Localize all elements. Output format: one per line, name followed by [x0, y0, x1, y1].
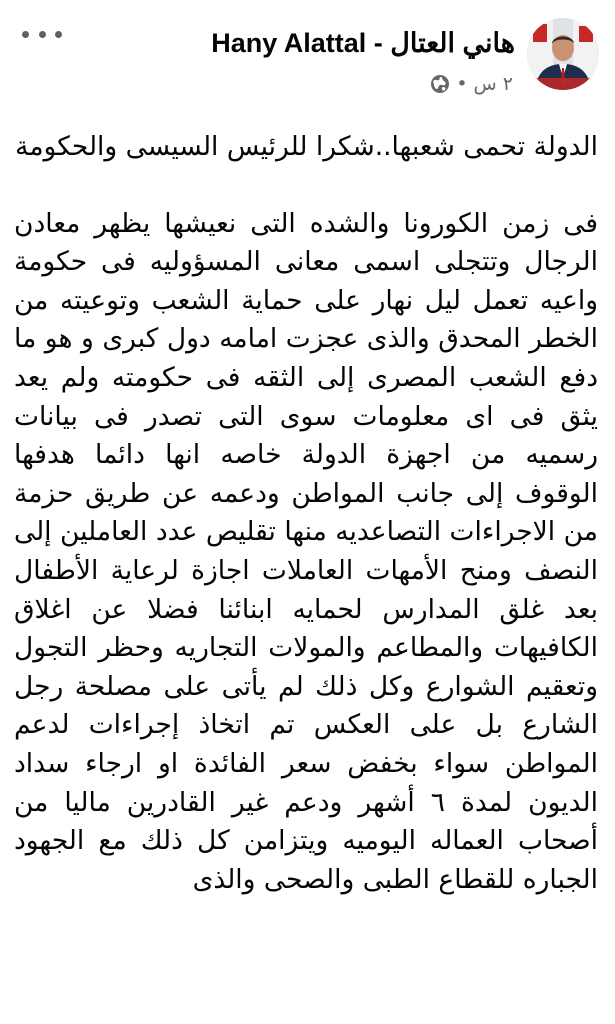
- post-header: [0, 0, 615, 110]
- more-options-icon: [39, 31, 46, 38]
- avatar[interactable]: [527, 18, 599, 90]
- post-text-paragraph: فى زمن الكورونا والشده التى نعيشها يظهر معادن الرجال وتتجلى اسمى معانى المسؤوليه فى حكومة واعيه تعمل ليل نهار على حماية الشعب وتوعيته من الخطر المحدق والذى عجزت امامه دول كبرى و هو ما دفع الشعب المصرى إلى الثقه فى حكومته ولم يعد يثق فى اى معلومات سوى التى تصدر فى بيانات رسميه من اجهزة الدولة خاصه انها دائما هدفها الوقوف إلى جانب المواطن ودعمه عن طريق حزمة من الاجراءات التصاعديه منها تقليص عدد العاملين إلى النصف ومنح الأمهات العاملات اجازة لرعاية الأطفال بعد غلق المدارس لحمايه ابنائنا فضلا عن اغلاق الكافيهات والمطاعم والمولات التجاريه وحظر التجول وتعقيم الشوارع وكل ذلك لم يأتى على مصلحة رجل الشارع بل على العكس تم اتخاذ إجراءات لدعم المواطن سواء بخفض سعر الفائدة او ارجاء سداد الديون لمدة ٦ أشهر ودعم غير القادرين ماليا من أصحاب العماله اليوميه ويتزامن كل ذلك مع الجهود الجباره للقطاع الطبى والصحى والذى: [14, 207, 598, 895]
- post-body: [14, 128, 598, 899]
- more-options-icon: [22, 31, 29, 38]
- more-options-icon: [55, 31, 62, 38]
- profile-photo: [527, 18, 599, 90]
- more-options-button[interactable]: [22, 22, 62, 46]
- post-meta[interactable]: [430, 72, 513, 96]
- meta-separator: •: [456, 73, 468, 95]
- post-time: ٢ س: [473, 73, 513, 95]
- post-text-headline: الدولة تحمى شعبها..شكرا للرئيس السيسى والحكومة: [15, 131, 598, 162]
- globe-icon: [430, 74, 450, 94]
- author-name[interactable]: Hany Alattal - هاني العتال: [211, 28, 515, 58]
